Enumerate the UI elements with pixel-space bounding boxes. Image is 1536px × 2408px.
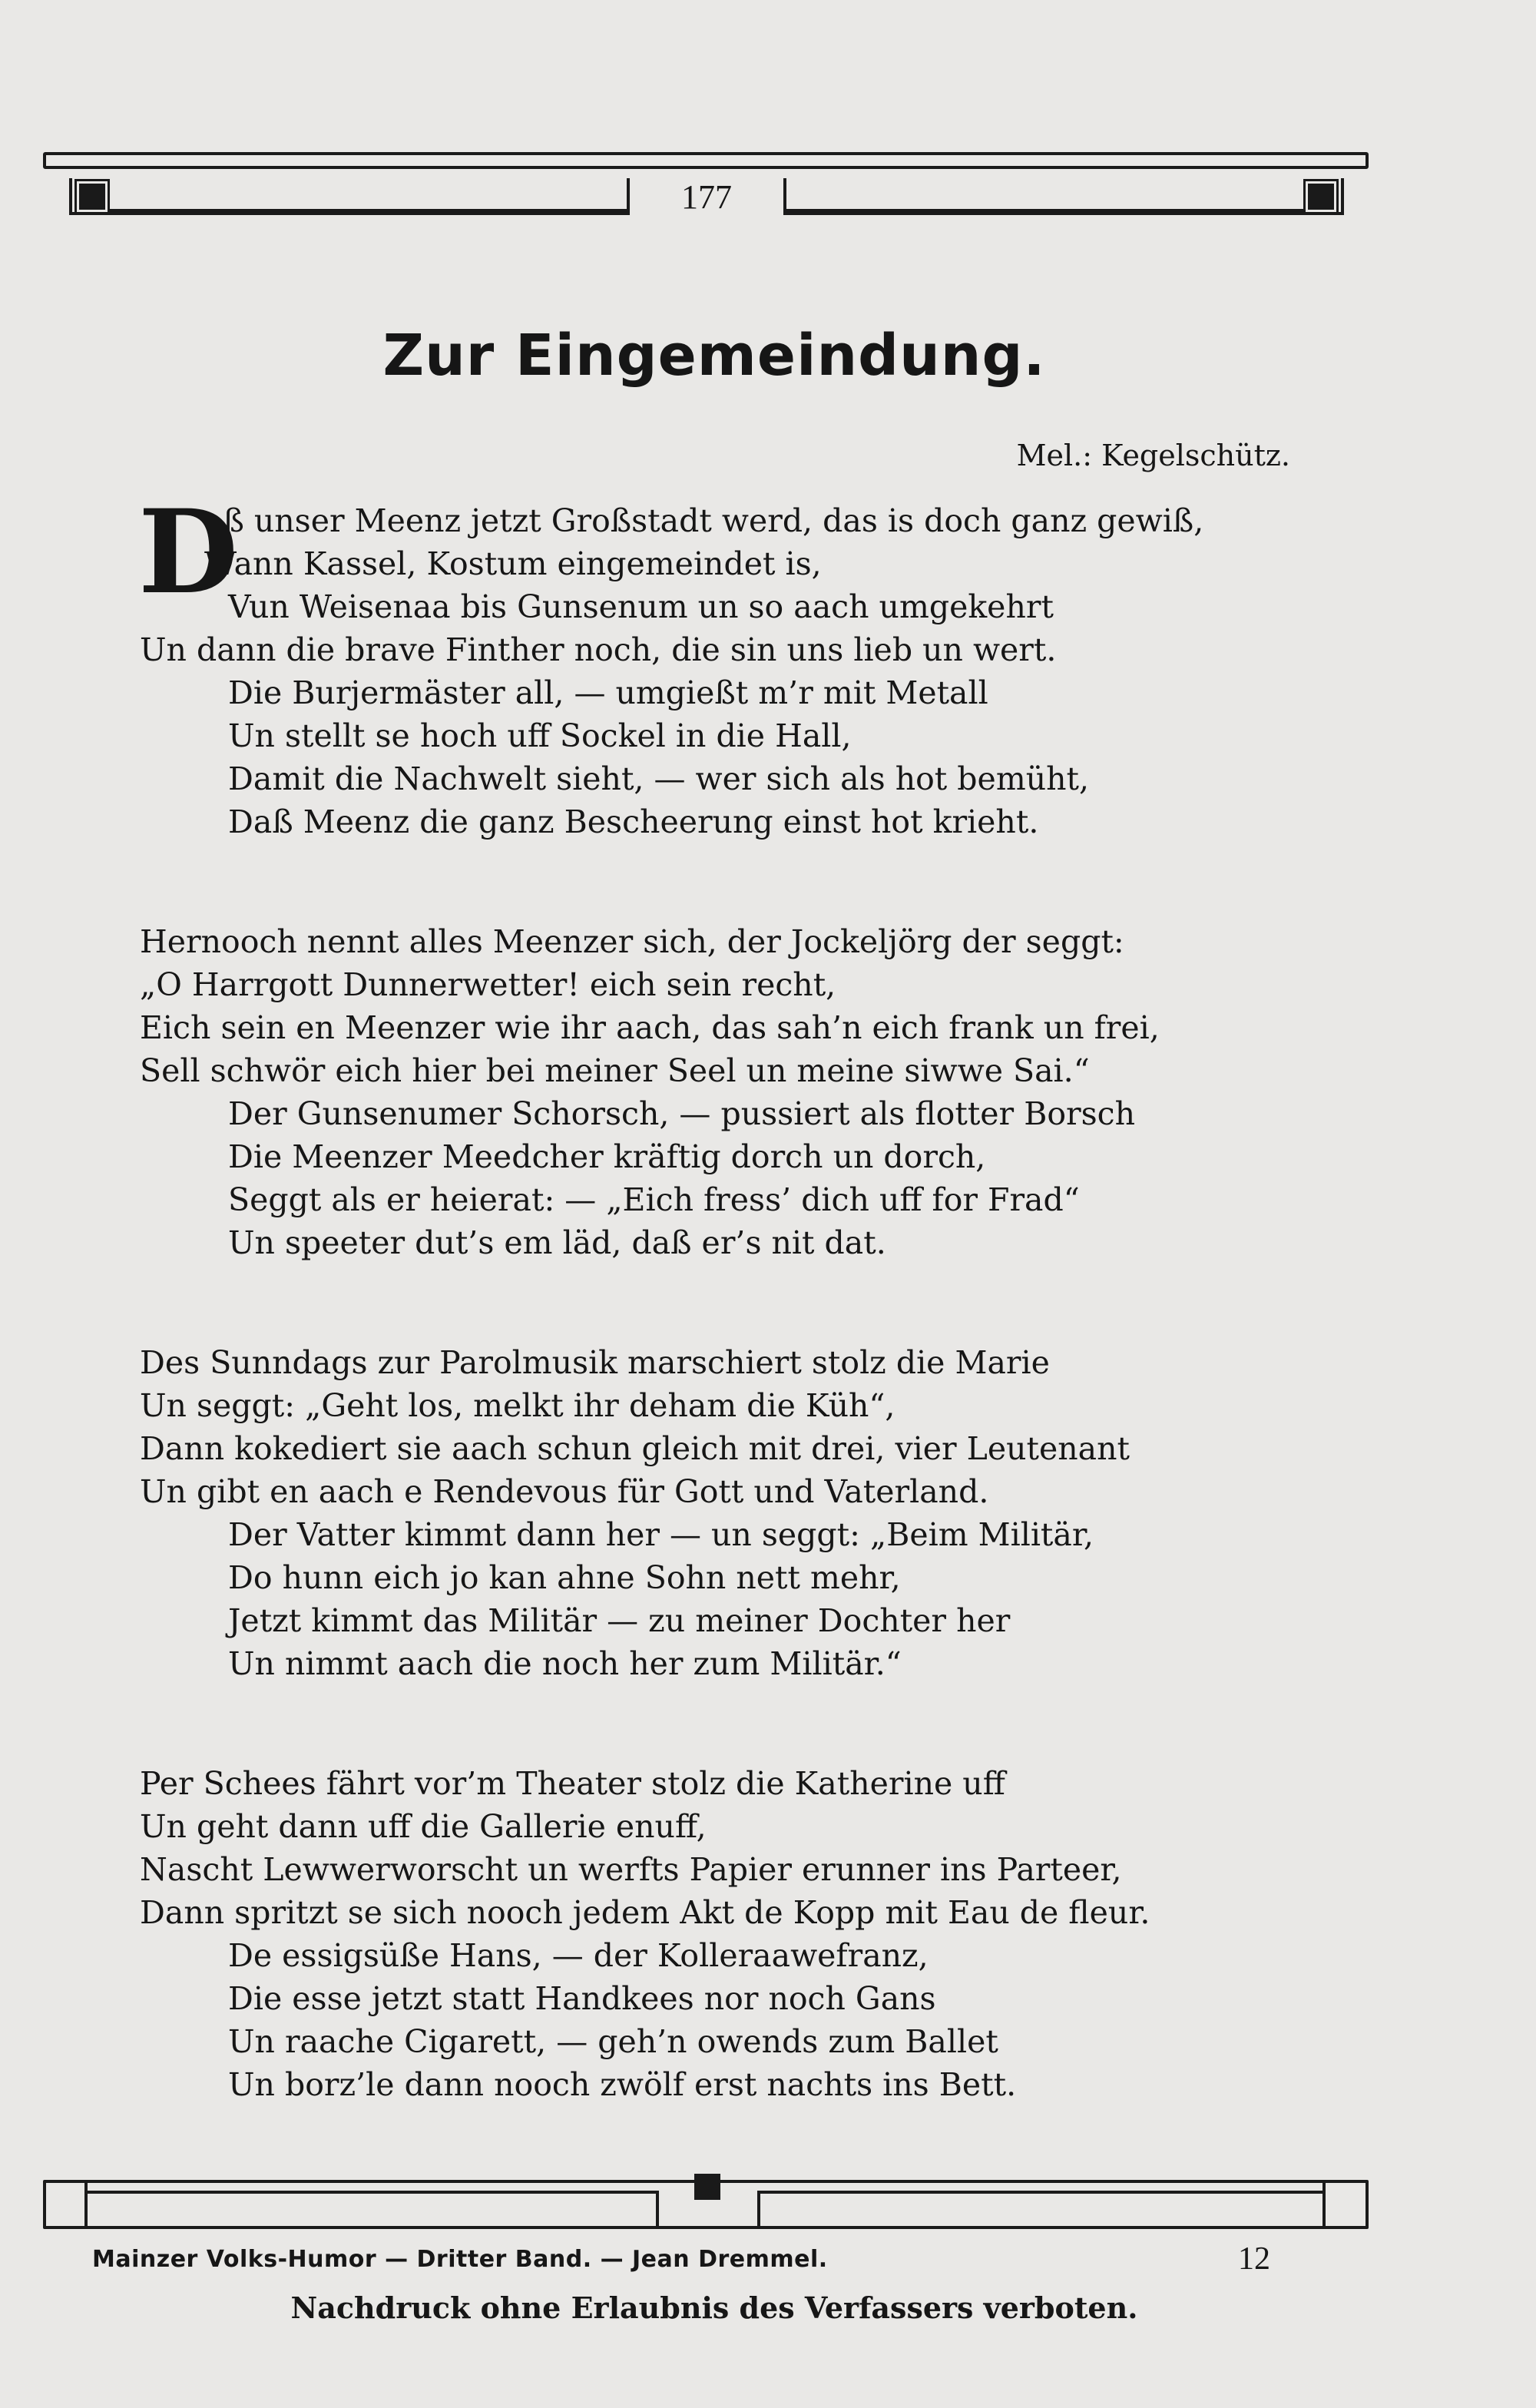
stanza-4 [140,1762,1338,2106]
footer-tick-right [757,2191,760,2229]
poem-line: Nascht Lewwerworscht un werfts Papier erunner ins Parteer, [140,1851,1122,1888]
poem-line: Der Vatter kimmt dann her — un seggt: „Beim Militär, [228,1516,1094,1553]
poem-line: Un nimmt aach die noch her zum Militär.“ [228,1645,902,1682]
poem-line: Dann kokediert sie aach schun gleich mit drei, vier Leutenant [140,1430,1130,1467]
stanza-1 [138,485,1338,843]
copyright-notice: Nachdruck ohne Erlaubnis des Verfassers verboten. [290,2290,1138,2325]
poem-line: Jetzt kimmt das Militär — zu meiner Dochter her [228,1602,1011,1639]
poem-line: Per Schees fährt vor’m Theater stolz die Katherine uff [140,1765,1005,1802]
header-line-left [108,209,630,212]
footer-tick-left [656,2191,659,2229]
poem-line: Vun Weisenaa bis Gunsenum un so aach umgekehrt [228,588,1054,625]
poem-line: Un gibt en aach e Rendevous für Gott und Vaterland. [140,1473,989,1510]
poem-line: Dann spritzt se sich nooch jedem Akt de Kopp mit Eau de fleur. [140,1894,1150,1931]
poem-line: Daß Meenz die ganz Bescheerung einst hot krieht. [228,803,1039,840]
publisher-line: Mainzer Volks-Humor — Dritter Band. — Jean Dremmel. [92,2246,828,2273]
footer-inner-right [760,2180,1322,2194]
header-line-right [783,209,1306,212]
poem-line: Un speeter dut’s em läd, daß er’s nit dat. [228,1224,886,1261]
header-square-left [77,181,108,212]
poem-line: Damit die Nachwelt sieht, — wer sich als hot bemüht, [228,760,1090,797]
poem-body [138,485,1338,2106]
poem-line: Hernooch nennt alles Meenzer sich, der Jockeljörg der seggt: [140,923,1124,960]
poem-line: Der Gunsenumer Schorsch, — pussiert als flotter Borsch [228,1095,1136,1132]
poem-line: Un dann die brave Finther noch, die sin uns lieb un wert. [140,631,1057,668]
poem-title: Zur Eingemeindung. [382,323,1046,389]
poem-line: Seggt als er heierat: — „Eich fress’ dich uff for Frad“ [228,1181,1080,1218]
poem-line: Die Meenzer Meedcher kräftig dorch un dorch, [228,1138,986,1175]
poem-line: Wann Kassel, Kostum eingemeindet is, [204,545,822,582]
poem-line: „O Harrgott Dunnerwetter! eich sein recht, [140,966,836,1003]
poem-line: Un seggt: „Geht los, melkt ihr deham die Küh“, [140,1387,895,1424]
poem-line: Sell schwör eich hier bei meiner Seel un meine siwwe Sai.“ [140,1052,1090,1089]
poem-line: Un geht dann uff die Gallerie enuff, [140,1808,707,1845]
footer-inner-left [88,2180,659,2194]
page-number: 177 [681,178,732,216]
poem-line: Do hunn eich jo kan ahne Sohn nett mehr, [228,1559,901,1596]
header-square-right [1306,181,1336,212]
stanza-3 [140,1341,1338,1685]
poem-line: Un stellt se hoch uff Sockel in die Hall, [228,717,852,754]
sheet-number: 12 [1238,2241,1270,2277]
header-rule [43,152,1369,169]
poem-line: Die Burjermäster all, — umgießt m’r mit Metall [228,674,988,711]
poem-line: De essigsüße Hans, — der Kolleraawefranz, [228,1937,929,1974]
poem-line: Un raache Cigarett, — geh’n owends zum Ballet [228,2023,998,2060]
stanza-2 [140,920,1338,1264]
poem-line: Die esse jetzt statt Handkees nor noch Gans [228,1980,936,2017]
melody-note: Mel.: Kegelschütz. [1016,439,1290,472]
footer-square-ornament [694,2174,720,2200]
poem-line: Des Sunndags zur Parolmusik marschiert stolz die Marie [140,1344,1050,1381]
poem-line: aß unser Meenz jetzt Großstadt werd, das is doch ganz gewiß, [204,502,1204,539]
drop-cap: D [138,485,239,620]
footer-line-right [1322,2180,1326,2229]
poem-line: Eich sein en Meenzer wie ihr aach, das sah’n eich frank un frei, [140,1009,1160,1046]
poem-line: Un borz’le dann nooch zwölf erst nachts ins Bett. [228,2066,1017,2103]
